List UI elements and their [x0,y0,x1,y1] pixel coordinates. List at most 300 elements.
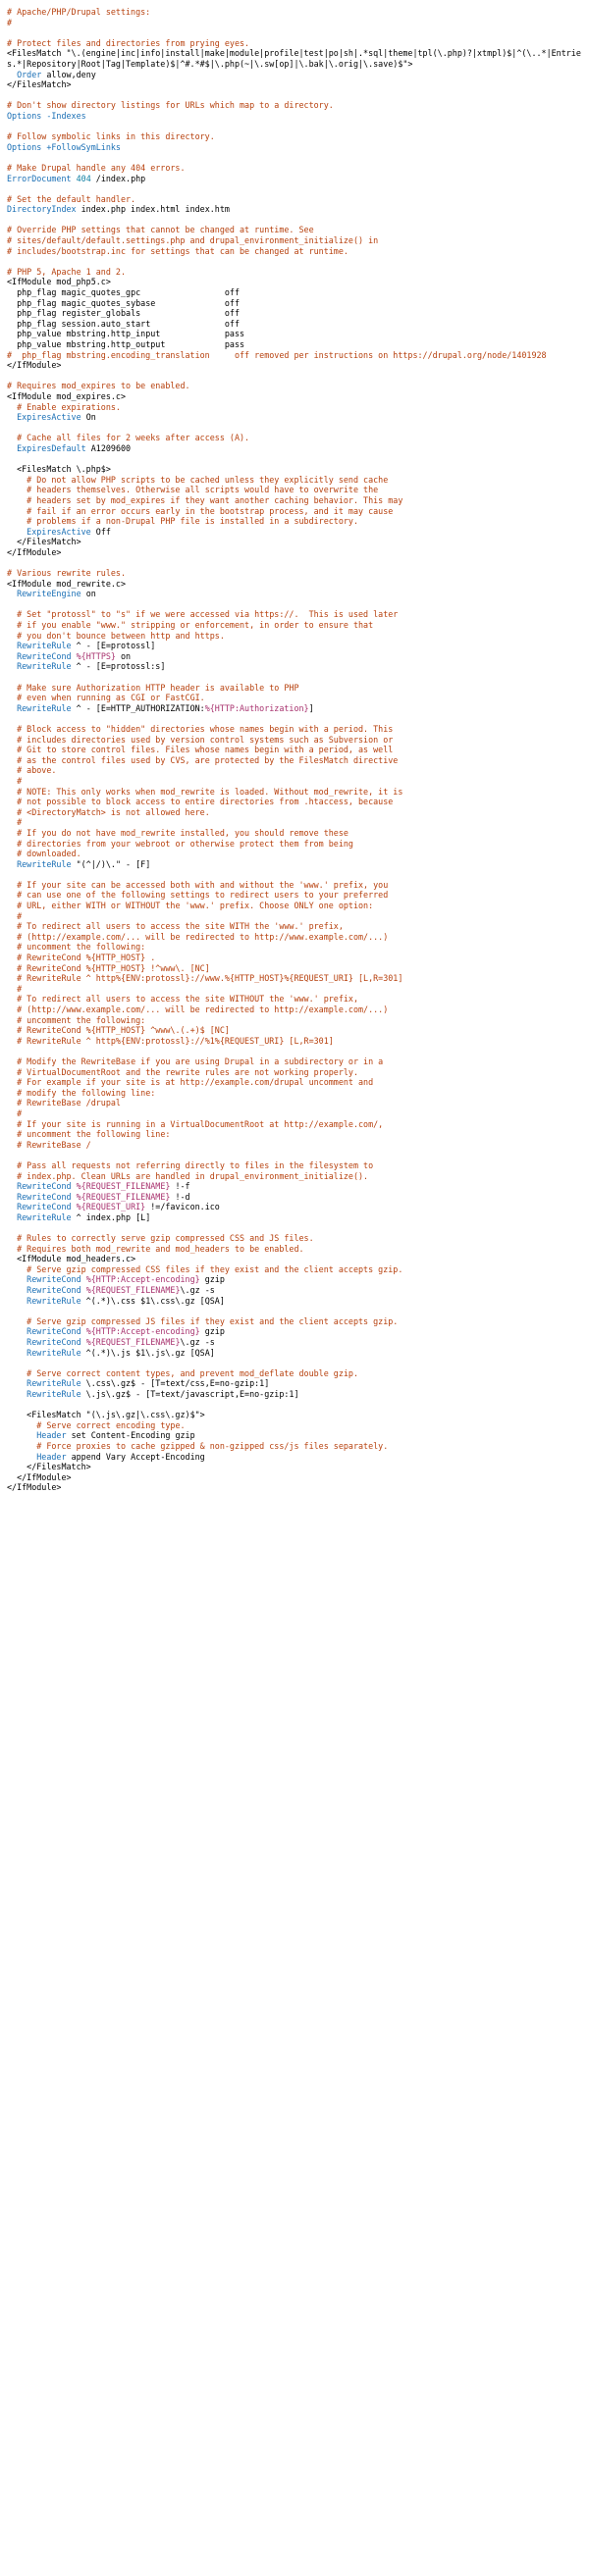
directive-keyword: RewriteCond [17,1181,72,1192]
comment-text: # Don't show directory listings for URLs which map to a directory. [7,100,334,111]
code-line [7,880,582,891]
code-text [7,828,17,838]
code-line [7,142,582,153]
code-line [7,1160,582,1171]
comment-text: # To redirect all users to access the site WITHOUT the 'www.' prefix, [17,994,359,1005]
code-line [7,776,582,787]
comment-text: # RewriteRule ^ http%{ENV:protossl}://www.%{HTTP_HOST}%{REQUEST_URI} [L,R=301] [17,973,403,984]
code-line [7,911,582,922]
code-line [7,1233,582,1244]
code-line [7,735,582,746]
directive-keyword: ErrorDocument [7,173,72,183]
code-text [7,1368,27,1378]
code-text: allow,deny [41,69,96,79]
code-text [7,901,17,910]
code-line [7,1067,582,1078]
comment-text: # [7,17,13,27]
code-line [7,1015,582,1026]
code-line [7,1150,582,1160]
code-line [7,683,582,694]
code-text: </FilesMatch> [7,1462,91,1472]
comment-text: # To redirect all users to access the site WITH the 'www.' prefix, [17,921,344,932]
code-line [7,994,582,1005]
code-line [7,631,582,642]
code-line [7,765,582,776]
code-line [7,817,582,828]
code-line [7,1202,582,1212]
code-text [7,1378,27,1388]
code-text [7,693,17,702]
code-line [7,942,582,953]
code-text [7,1244,17,1254]
code-text [7,1171,17,1181]
code-line [7,724,582,735]
code-text: !=/favicon.ico [145,1202,220,1212]
comment-text: # Requires mod_expires to be enabled. [7,381,190,391]
code-line [7,1482,582,1493]
directive-keyword: RewriteCond [17,650,72,661]
code-text [7,631,17,641]
comment-text: # problems if a non-Drupal PHP file is installed in a subdirectory. [27,516,358,527]
code-text [7,1160,17,1170]
comment-text: # If your site can be accessed both with and without the 'www.' prefix, you [17,879,389,890]
comment-text: # <DirectoryMatch> is not allowed here. [17,806,210,817]
comment-text: # includes directories used by version control systems such as Subversion or [17,734,394,745]
code-text [7,859,17,869]
comment-text: # Modify the RewriteBase if you are using Drupal in a subdirectory or in a [17,1056,384,1066]
comment-text: # RewriteCond %{HTTP_HOST} . [17,953,156,963]
code-line [7,122,582,132]
code-line [7,433,582,443]
code-text: Off [90,526,111,537]
directive-keyword: Header [36,1451,67,1462]
server-variable: %{HTTP:Authorization} [204,702,309,713]
code-line [7,1212,582,1223]
code-line [7,1452,582,1463]
code-line [7,1400,582,1411]
comment-text: # if you enable "www." stripping or enforcement, in order to ensure that [17,620,374,631]
comment-text: # includes/bootstrap.inc for settings that can be changed at runtime. [7,245,348,256]
comment-text: # index.php. Clean URLs are handled in drupal_environment_initialize(). [17,1170,369,1181]
code-text [7,942,17,952]
directive-keyword: RewriteCond [27,1274,81,1285]
code-line [7,485,582,495]
comment-text: # php_flag mbstring.encoding_translation off removed per instructions on https://drupal.org/node/1401928 [7,349,547,360]
code-text: set Content-Encoding gzip [66,1430,195,1441]
code-text [7,703,17,713]
code-text [7,1389,27,1399]
code-line [7,1077,582,1088]
comment-text: # PHP 5, Apache 1 and 2. [7,266,127,277]
comment-text: # downloaded. [17,849,81,859]
code-line [7,454,582,465]
code-line [7,1348,582,1359]
code-line [7,547,582,558]
code-line [7,1222,582,1233]
directive-keyword: RewriteRule [17,1211,72,1222]
code-text [7,527,27,537]
comment-text: # sites/default/default.settings.php and drupal_environment_initialize() in [7,235,379,246]
code-text [7,1212,17,1222]
code-line [7,1306,582,1316]
code-text: ^(.*)\.css $1\.css\.gz [QSA] [80,1295,225,1306]
code-line [7,90,582,101]
directive-keyword: RewriteRule [17,702,72,713]
code-text: on [80,589,96,599]
code-text: /index.php [90,173,146,183]
directive-keyword: RewriteEngine [17,589,81,599]
code-text: </IfModule> [7,360,62,371]
server-variable: %{REQUEST_FILENAME} [85,1285,181,1296]
comment-text: # Git to store control files. Files whose names begin with a period, as well [17,745,394,755]
code-line [7,475,582,486]
code-line [7,225,582,235]
code-text [7,1119,17,1129]
code-line [7,79,582,90]
code-text: \.css\.gz$ - [T=text/css,E=no-gzip:1] [80,1378,270,1389]
code-line [7,495,582,506]
code-line [7,183,582,194]
code-text [7,849,17,858]
comment-text: # can use one of the following settings to redirect users to your preferred [17,890,389,901]
code-text [7,745,17,754]
code-line [7,18,582,28]
code-line [7,672,582,683]
code-line [7,246,582,257]
comment-text: # Make Drupal handle any 404 errors. [7,162,186,173]
code-text [7,1129,17,1139]
code-text [7,1088,17,1098]
code-text: php_value mbstring.http_input pass [7,329,245,339]
code-text [7,485,27,494]
code-text: </IfModule> [7,1471,72,1482]
comment-text: # (http://example.com/... will be redirected to http://www.example.com/...) [17,931,389,942]
comment-text: # For example if your site is at http://example.com/drupal uncomment and [17,1077,374,1088]
code-line [7,1098,582,1108]
code-line [7,215,582,226]
code-text: ^ - [E=protossl:s] [71,661,166,672]
code-line [7,131,582,142]
server-variable: %{REQUEST_FILENAME} [76,1191,171,1202]
comment-text: # Rules to correctly serve gzip compressed CSS and JS files. [17,1233,314,1244]
code-line [7,1244,582,1255]
comment-text: # uncomment the following line: [17,1129,171,1140]
comment-text: # RewriteCond %{HTTP_HOST} ^www\.(.+)$ [NC] [17,1025,230,1036]
code-line [7,1368,582,1379]
code-text: ^ - [E=HTTP_AUTHORIZATION: [71,702,205,713]
code-text [7,994,17,1004]
code-line [7,7,582,18]
comment-text: # Various rewrite rules. [7,568,127,579]
code-line [7,1430,582,1441]
comment-text: # RewriteCond %{HTTP_HOST} !^www\. [NC] [17,962,210,973]
code-line [7,1410,582,1420]
code-text: php_value mbstring.http_output pass [7,339,245,349]
code-text [7,932,17,942]
comment-text: # Override PHP settings that cannot be changed at runtime. See [7,225,314,235]
code-line [7,599,582,610]
code-text: index.php index.html index.htm [76,204,230,215]
code-line [7,641,582,651]
code-text [7,589,17,598]
code-text [7,443,17,453]
code-text [7,609,17,619]
code-line [7,1326,582,1337]
code-line [7,963,582,974]
code-line [7,755,582,766]
code-line [7,277,582,287]
code-line [7,256,582,267]
code-line [7,1088,582,1099]
directive-keyword: RewriteRule [27,1388,81,1399]
comment-text: # Set "protossl" to "s" if we were accessed via https://. This is used later [17,609,399,620]
code-line [7,1378,582,1389]
code-line [7,308,582,319]
code-line [7,174,582,184]
comment-text: # [17,775,23,786]
comment-text: # Cache all files for 2 weeks after access (A). [17,433,250,443]
code-text [7,1296,27,1306]
code-text [7,921,17,931]
code-text: gzip [199,1326,225,1337]
code-text [7,1420,36,1430]
code-text [7,724,17,734]
directive-keyword: RewriteCond [17,1191,72,1202]
code-line [7,984,582,995]
code-text [7,1098,17,1108]
number-literal: 404 [76,173,91,183]
code-line [7,953,582,963]
code-text: </IfModule> [7,546,62,557]
code-line [7,1358,582,1368]
code-line [7,371,582,382]
comment-text: # VirtualDocumentRoot and the rewrite rules are not working properly. [17,1066,359,1077]
code-line [7,1046,582,1056]
directive-keyword: ExpiresActive [27,526,91,537]
directive-keyword: RewriteRule [17,641,72,651]
code-line [7,163,582,174]
code-text [7,817,17,827]
code-text: <IfModule mod_rewrite.c> [7,578,127,589]
comment-text: # RewriteBase /drupal [17,1098,121,1108]
code-line [7,828,582,839]
directive-keyword: RewriteCond [27,1337,81,1347]
code-line [7,1472,582,1483]
code-line [7,1285,582,1296]
code-line [7,381,582,391]
code-text: !-d [170,1191,190,1202]
comment-text: # [17,1108,23,1118]
code-text: append Vary Accept-Encoding [66,1451,205,1462]
comment-text: # above. [17,765,57,776]
comment-text: # not possible to block access to entire directories from .htaccess, because [17,797,394,807]
code-text [7,1264,27,1274]
comment-text: # Serve gzip compressed JS files if they exist and the client accepts gzip. [27,1315,399,1326]
code-text [7,797,17,806]
code-line [7,651,582,662]
comment-text: # headers set by mod_expires if they want another caching behavior. This may [27,494,403,505]
code-text [7,1056,17,1066]
comment-text: # Make sure Authorization HTTP header is available to PHP [17,682,299,693]
code-text: <IfModule mod_headers.c> [7,1254,136,1264]
code-line [7,787,582,798]
comment-text: # RewriteRule ^ http%{ENV:protossl}://%1%{REQUEST_URI} [L,R=301] [17,1035,334,1046]
code-line [7,506,582,517]
code-text [7,1192,17,1202]
code-line [7,1181,582,1192]
comment-text: # If you do not have mod_rewrite installed, you should remove these [17,827,348,838]
comment-text: # If your site is running in a VirtualDocumentRoot at http://example.com/, [17,1118,384,1129]
code-line [7,111,582,122]
code-text [7,1036,17,1046]
code-line [7,1140,582,1151]
code-line [7,402,582,413]
code-line [7,350,582,361]
code-line [7,1462,582,1472]
code-text [7,516,27,526]
code-text [7,412,17,422]
code-text: <FilesMatch "\.(engine|inc|info|install|make|module|profile|test|po|sh|.*sql|theme|tpl(\.php)?|xtmpl)$|^(\..*|Entries.*|Repository|Root|Tag|Template)$|^#.*#$|\.php(~|\.sw[op]|\.bak|\.orig|\.save)$"> [7,48,581,69]
code-line [7,1389,582,1400]
code-line [7,693,582,703]
code-text: \.gz -s [180,1337,215,1347]
directive-keyword: RewriteRule [17,858,72,869]
code-text: ^ - [E=protossl] [71,641,156,651]
code-text [7,1108,17,1118]
comment-text: # [17,983,23,994]
code-line [7,527,582,538]
comment-text: # [17,910,23,921]
code-line [7,1337,582,1348]
code-text: "(^|/)\." - [F] [71,858,151,869]
code-line [7,703,582,714]
code-line [7,932,582,943]
code-line [7,1264,582,1275]
code-text [7,683,17,693]
code-text [7,475,27,485]
code-text: php_flag session.auto_start off [7,318,240,329]
comment-text: # you don't bounce between http and https. [17,630,225,641]
code-text: \.js\.gz$ - [T=text/javascript,E=no-gzip:1] [80,1388,299,1399]
code-line [7,869,582,880]
code-line [7,100,582,111]
code-line [7,443,582,454]
code-line [7,1108,582,1119]
code-line [7,319,582,330]
code-text: <IfModule mod_expires.c> [7,390,127,401]
code-line [7,973,582,984]
comment-text: # [17,817,23,828]
directive-keyword: ExpiresDefault [17,442,86,453]
code-line [7,267,582,278]
code-text [7,661,17,671]
code-text [7,755,17,765]
code-line [7,1441,582,1452]
code-text: php_flag magic_quotes_gpc off [7,287,240,298]
directive-keyword: Options [7,110,42,121]
code-text [7,765,17,775]
code-line [7,568,582,579]
comment-text: # Protect files and directories from prying eyes. [7,37,250,48]
code-text: ] [308,702,314,713]
comment-text: # URL, either WITH or WITHOUT the 'www.' prefix. Choose ONLY one option: [17,901,374,911]
directive-keyword: +FollowSymLinks [46,141,121,152]
code-line [7,339,582,350]
directive-keyword: DirectoryIndex [7,204,77,215]
directive-keyword: RewriteRule [27,1295,81,1306]
comment-text: # uncomment the following: [17,1014,146,1025]
code-text: </FilesMatch> [7,79,72,90]
server-variable: %{HTTP:Accept-encoding} [85,1326,200,1337]
comment-text: # Set the default handler. [7,193,136,204]
code-text: <FilesMatch "(\.js\.gz|\.css\.gz)$"> [7,1410,205,1420]
code-line [7,589,582,599]
comment-text: # fail if an error occurs early in the bootstrap process, and it may cause [27,505,394,516]
code-line [7,859,582,870]
comment-text: # Block access to "hidden" directories whose names begin with a period. This [17,723,394,734]
code-text: gzip [199,1274,225,1285]
code-line [7,620,582,631]
server-variable: %{REQUEST_FILENAME} [76,1181,171,1192]
code-text: ^(.*)\.js $1\.js\.gz [QSA] [80,1347,215,1358]
code-text: on [115,650,132,661]
code-text [7,1326,27,1336]
code-line [7,807,582,818]
code-text [7,1025,17,1035]
code-line [7,921,582,932]
code-line [7,1192,582,1203]
code-text [7,1067,17,1077]
directive-keyword: Options [7,141,42,152]
code-text [7,506,27,516]
comment-text: # Serve correct encoding type. [36,1419,186,1430]
code-text: A1209600 [85,442,132,453]
code-text [7,1005,17,1014]
code-text [7,963,17,973]
code-text [7,1181,17,1191]
code-line [7,516,582,527]
code-line [7,1171,582,1182]
comment-text: # Enable expirations. [17,401,121,412]
code-line [7,27,582,38]
code-text: php_flag register_globals off [7,308,240,319]
code-text: </FilesMatch> [7,537,81,547]
code-text: </IfModule> [7,1482,62,1493]
comment-text: # Follow symbolic links in this directory. [7,131,215,142]
server-variable: %{HTTP:Accept-encoding} [85,1274,200,1285]
comment-text: # headers themselves. Otherwise all scripts would have to overwrite the [27,485,379,495]
code-line [7,1036,582,1047]
code-text [7,953,17,962]
code-text [7,911,17,921]
code-text: On [80,412,96,423]
code-text [7,495,27,505]
code-line [7,1056,582,1067]
code-line [7,901,582,911]
code-text [7,890,17,900]
directive-keyword: ExpiresActive [17,412,81,423]
code-line [7,1274,582,1285]
code-text [7,402,17,412]
code-line [7,890,582,901]
code-line [7,391,582,402]
comment-text: # directories from your webroot or otherwise protect them from being [17,838,353,849]
code-line [7,204,582,215]
code-line [7,1005,582,1015]
code-line [7,360,582,371]
server-variable: %{REQUEST_FILENAME} [85,1337,181,1347]
code-text [7,70,17,79]
